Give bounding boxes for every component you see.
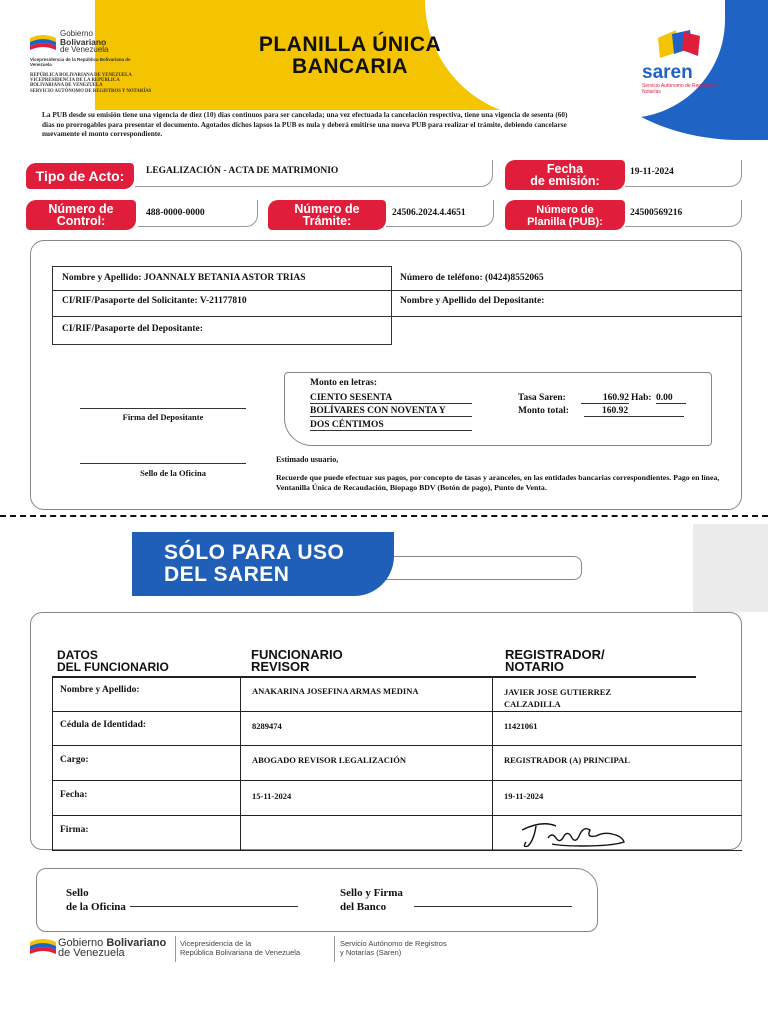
registrador-fecha: 19-11-2024 (504, 791, 544, 801)
saren-emblem-icon (654, 28, 704, 64)
sello-banco-line2: del Banco (340, 901, 387, 913)
row-label-cedula: Cédula de Identidad: (60, 720, 147, 730)
solicitante-telefono: Número de teléfono: (0424)8552065 (400, 273, 544, 283)
sello-oficina-label: Sello de la Oficina (140, 468, 206, 478)
col-header-datos (57, 649, 169, 673)
page-title-line2: BANCARIA (292, 55, 408, 78)
sello-banco-block (340, 886, 403, 914)
col-header-registrador-line1: REGISTRADOR/ (505, 647, 605, 662)
institution-lines (30, 73, 151, 94)
footer-saren-line1: Servicio Autónomo de Registros (340, 939, 447, 948)
sello-oficina-block (66, 886, 126, 914)
institution-line: BOLIVARIANA DE VENEZUELA (30, 83, 103, 89)
row-label-cargo: Cargo: (60, 755, 89, 765)
solicitante-ci: CI/RIF/Pasaporte del Solicitante: V-21177810 (62, 296, 247, 306)
tipo-acto-value: LEGALIZACIÓN - ACTA DE MATRIMONIO (146, 166, 339, 176)
numero-planilla-label (505, 200, 625, 230)
row-label-fecha: Fecha: (60, 790, 88, 800)
col-header-datos-line2: DEL FUNCIONARIO (57, 660, 169, 674)
numero-planilla-value: 24500569216 (630, 208, 683, 218)
registrador-cargo: REGISTRADOR (A) PRINCIPAL (504, 755, 630, 765)
footer-logo-2: de Venezuela (58, 947, 125, 959)
monto-letras-line3: DOS CÉNTIMOS (310, 420, 472, 431)
monto-total-label: Monto total: (518, 406, 569, 416)
gov-logo-line2: Bolivariano (60, 37, 107, 47)
grey-tab (693, 524, 768, 612)
footer-logo-1: Gobierno (58, 937, 104, 949)
sello-banco-line1: Sello y Firma (340, 887, 403, 899)
footer-logos (30, 936, 470, 966)
venezuela-flag-icon (30, 938, 56, 956)
saren-brand: saren (642, 62, 693, 83)
col-header-revisor-line2: REVISOR (251, 659, 310, 674)
planilla-label-line1: Número de (536, 204, 594, 216)
control-label-line1: Número de (48, 202, 114, 216)
numero-tramite-value: 24506.2024.4.4651 (392, 208, 466, 218)
tasa-saren-value: 160.92 (581, 393, 629, 404)
banner-line1: SÓLO PARA USO (164, 541, 345, 564)
banner-outline (380, 556, 582, 580)
col-header-registrador (505, 649, 605, 673)
numero-tramite-label (268, 200, 386, 230)
institution-line: VICEPRESIDENCIA DE LA REPÚBLICA (30, 78, 120, 84)
registrador-nombre (504, 686, 611, 710)
banner-line2: DEL SAREN (164, 563, 290, 586)
saren-only-banner (132, 532, 394, 596)
firma-depositante-label: Firma del Depositante (122, 412, 204, 422)
estimado-usuario: Estimado usuario, (276, 455, 339, 464)
fecha-label-line2: de emisión: (530, 174, 600, 188)
registrador-signature (512, 816, 632, 850)
revisor-cedula: 8289474 (252, 721, 282, 731)
tramite-label-line2: Trámite: (302, 214, 352, 228)
saren-sub: Servicio Autónomo de Registros y Notarías (642, 83, 718, 95)
col-header-datos-line1: DATOS (57, 648, 98, 662)
solicitante-nombre: Nombre y Apellido: JOANNALY BETANIA ASTOR TRIAS (62, 273, 306, 283)
hab-value: 0.00 (656, 393, 686, 404)
monto-total-value: 160.92 (584, 406, 684, 417)
page-title (230, 34, 470, 78)
sello-oficina-line1: Sello (66, 887, 89, 899)
venezuela-flag-icon (30, 34, 56, 52)
col-header-revisor (251, 649, 343, 673)
row-label-firma: Firma: (60, 825, 89, 835)
footer-logo-bold: Bolivariano (106, 937, 167, 949)
numero-control-label (26, 200, 136, 230)
col-header-revisor-line1: FUNCIONARIO (251, 647, 343, 662)
hab-label: Hab: (631, 393, 652, 403)
institution-line: REPÚBLICA BOLIVARIANA DE VENEZUELA (30, 73, 132, 78)
sello-oficina-line (80, 463, 246, 464)
monto-letras-line2: BOLÍVARES CON NOVENTA Y (310, 406, 472, 417)
recuerde-text: Recuerde que puede efectuar sus pagos, por concepto de tasas y aranceles, en las entidades bancarias correspondientes. Pago en línea, Ventanilla Única de Recaudación, Biopago BDV (Botón de pago), Punto de Venta. (276, 473, 720, 492)
tramite-label-line1: Número de (294, 202, 360, 216)
registrador-nombre-line1: JAVIER JOSE GUTIERREZ (504, 687, 612, 697)
tasa-saren-label: Tasa Saren: (518, 393, 566, 403)
tipo-acto-label: Tipo de Acto: (26, 163, 134, 189)
cut-line (0, 515, 768, 517)
planilla-label-line2: Planilla (PUB): (527, 216, 603, 228)
firma-depositante-line (80, 408, 246, 409)
numero-control-value: 488-0000-0000 (146, 208, 205, 218)
depositante-ci: CI/RIF/Pasaporte del Depositante: (62, 324, 203, 334)
fecha-emision-value: 19-11-2024 (630, 167, 674, 177)
footer-vp-line1: Vicepresidencia de la (180, 939, 252, 948)
fecha-label-line1: Fecha (546, 162, 584, 176)
footer-vp-line2: República Bolivariana de Venezuela (180, 947, 301, 957)
institution-line: SERVICIO AUTÓNOMO DE REGISTROS Y NOTARÍAS (30, 88, 152, 94)
page-title-line1: PLANILLA ÚNICA (258, 33, 442, 56)
saren-logo (640, 28, 730, 108)
depositante-nombre: Nombre y Apellido del Depositante: (400, 296, 545, 306)
control-label-line2: Control: (56, 214, 106, 228)
revisor-fecha: 15-11-2024 (252, 791, 292, 801)
col-header-registrador-line2: NOTARIO (505, 659, 564, 674)
gov-logo-line3: de Venezuela (60, 45, 109, 54)
gov-logo-line1: Gobierno (60, 29, 93, 38)
registrador-nombre-line2: CALZADILLA (504, 699, 561, 709)
gov-logo-sub: Vicepresidencia de la República Bolivariana de Venezuela (30, 57, 131, 67)
registrador-cedula: 11421061 (504, 721, 538, 731)
sello-oficina-line2: de la Oficina (66, 901, 126, 913)
monto-letras-line1: CIENTO SESENTA (310, 393, 472, 404)
row-label-nombre: Nombre y Apellido: (60, 685, 140, 695)
footer-saren-line2: y Notarías (Saren) (340, 947, 402, 957)
revisor-nombre: ANAKARINA JOSEFINA ARMAS MEDINA (252, 686, 419, 696)
validity-notice: La PUB desde su emisión tiene una vigencia de diez (10) días continuos para ser cancelada; una vez efectuada la cancelación respectiva, tiene una vigencia de sesenta (60) días no prorrogables para presentar el documento. Agotados dichos lapsos la PUB es nula y deberá emitirse una nueva PUB para realizar el trámite, debiendo cancelarse nuevamente el monto correspondiente. (42, 110, 568, 138)
monto-letras-label: Monto en letras: (310, 378, 378, 388)
fecha-emision-label (505, 160, 625, 190)
revisor-cargo: ABOGADO REVISOR LEGALIZACIÓN (252, 755, 406, 765)
